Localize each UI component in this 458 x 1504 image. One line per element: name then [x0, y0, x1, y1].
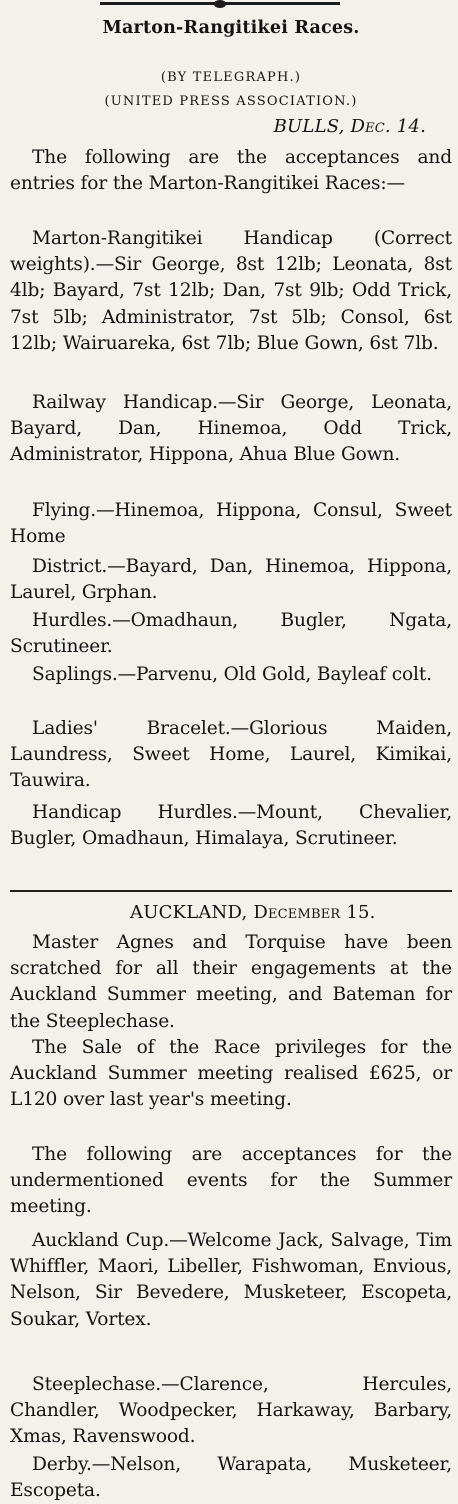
paragraph-acceptances-intro: The following are acceptances for the undermentioned events for the Summer meeting. [10, 1144, 452, 1218]
paragraph-auckland-cup: Auckland Cup.—Welcome Jack, Salvage, Tim Whiffler, Maori, Libeller, Fishwoman, Envious, Nelson, Sir Bevedere, Musketeer, Escopeta, Soukar, Vortex. [10, 1230, 452, 1330]
top-ornament [214, 0, 226, 8]
section-divider [10, 890, 452, 892]
paragraph-scratchings: Master Agnes and Torquise have been scratched for all their engagements at the Auckland Summer meeting, and Bateman for the Steeplechase. [10, 932, 452, 1032]
paragraph-steeplechase: Steeplechase.—Clarence, Hercules, Chandler, Woodpecker, Harkaway, Barbary, Xmas, Ravenswood. [10, 1374, 452, 1448]
paragraph-handicap-hurdles: Handicap Hurdles.—Mount, Chevalier, Bugler, Omadhaun, Himalaya, Scrutineer. [10, 802, 452, 850]
paragraph-district: District.—Bayard, Dan, Hinemoa, Hippona, Laurel, Grphan. [10, 556, 452, 604]
paragraph-race-privileges: The Sale of the Race privileges for the Auckland Summer meeting realised £625, or L120 over last year's meeting. [10, 1037, 452, 1111]
paragraph-railway-handicap: Railway Handicap.—Sir George, Leonata, Bayard, Dan, Hinemoa, Odd Trick, Administrator, Hippona, Ahua Blue Gown. [10, 392, 452, 466]
paragraph-ladies-bracelet: Ladies' Bracelet.—Glorious Maiden, Laundress, Sweet Home, Laurel, Kimikai, Tauwira. [10, 718, 452, 792]
dateline-bulls: BULLS, Dec. 14. [273, 116, 426, 137]
byline-association: (UNITED PRESS ASSOCIATION.) [104, 94, 358, 109]
dateline-auckland: AUCKLAND, December 15. [130, 902, 376, 923]
paragraph-intro: The following are the acceptances and entries for the Marton-Rangitikei Races:— [10, 147, 452, 195]
headline: Marton-Rangitikei Races. [102, 18, 360, 38]
byline-telegraph: (BY TELEGRAPH.) [160, 70, 302, 85]
paragraph-derby: Derby.—Nelson, Warapata, Musketeer, Escopeta. [10, 1454, 452, 1502]
paragraph-flying: Flying.—Hinemoa, Hippona, Consul, Sweet Home [10, 500, 452, 548]
paragraph-marton-handicap: Marton-Rangitikei Handicap (Correct weights).—Sir George, 8st 12lb; Leonata, 8st 4lb; Bayard, 7st 12lb; Dan, 7st 9lb; Odd Trick, 7st 5lb; Administrator, 7st 5lb; Consol, 6st 12lb; Wairuareka, 6st 7lb; Blue Gown, 6st 7lb. [10, 228, 452, 354]
news-column [10, 0, 452, 1503]
paragraph-saplings: Saplings.—Parvenu, Old Gold, Bayleaf colt. [32, 664, 432, 685]
paragraph-hurdles: Hurdles.—Omadhaun, Bugler, Ngata, Scrutineer. [10, 610, 452, 658]
